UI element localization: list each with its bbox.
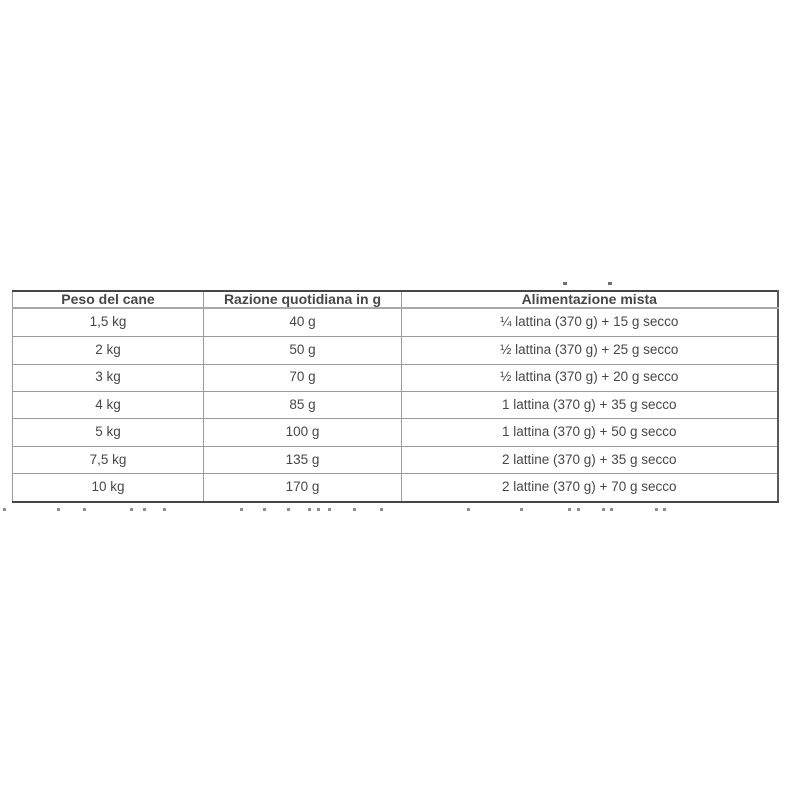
table-row <box>13 308 778 336</box>
clipped-text-fragment <box>83 508 86 511</box>
clipped-text-fragment <box>577 508 580 511</box>
cell-ration: 135 g <box>204 446 402 473</box>
clipped-text-fragment <box>163 508 166 511</box>
cell-ration: 50 g <box>204 337 402 364</box>
cell-mixed: ½ lattina (370 g) + 25 g secco <box>402 337 778 364</box>
clipped-text-fragment <box>263 508 266 511</box>
clipped-text-fragment <box>317 508 320 511</box>
cell-mixed: 2 lattine (370 g) + 35 g secco <box>402 446 778 473</box>
cell-weight: 2 kg <box>13 337 204 364</box>
table-row <box>13 364 778 391</box>
clipped-text-fragment <box>467 508 470 511</box>
table-row <box>13 391 778 418</box>
clipped-text-fragment <box>3 508 6 511</box>
column-header-daily-ration: Razione quotidiana in g <box>204 291 402 308</box>
clipped-text-fragment <box>602 508 605 511</box>
feeding-table <box>12 290 779 503</box>
cell-ration: 100 g <box>204 419 402 446</box>
clipped-text-fragment <box>663 508 666 511</box>
clipped-text-fragment <box>130 508 133 511</box>
table-row <box>13 419 778 446</box>
cell-ration: 85 g <box>204 391 402 418</box>
table-row <box>13 474 778 502</box>
clipped-text-fragment <box>610 508 613 511</box>
clipped-text-fragment <box>568 508 571 511</box>
clipped-text-fragment <box>240 508 243 511</box>
clipped-text-fragment <box>308 508 311 511</box>
cell-weight: 10 kg <box>13 474 204 502</box>
clipped-text-fragment <box>353 508 356 511</box>
cell-weight: 1,5 kg <box>13 308 204 336</box>
clipped-text-fragment <box>328 508 331 511</box>
clipped-text-fragment <box>380 508 383 511</box>
clipped-text-fragment <box>57 508 60 511</box>
cell-weight: 7,5 kg <box>13 446 204 473</box>
table-row <box>13 337 778 364</box>
table-header-row <box>13 291 778 308</box>
cell-mixed: 1 lattina (370 g) + 35 g secco <box>402 391 778 418</box>
cell-ration: 40 g <box>204 308 402 336</box>
column-header-mixed-feeding: Alimentazione mista <box>402 291 778 308</box>
clipped-text-fragment <box>287 508 290 511</box>
column-header-dog-weight: Peso del cane <box>13 291 204 308</box>
cell-weight: 3 kg <box>13 364 204 391</box>
clipped-text-fragment <box>563 282 567 285</box>
clipped-text-fragment <box>143 508 146 511</box>
cell-ration: 70 g <box>204 364 402 391</box>
cell-mixed: 1 lattina (370 g) + 50 g secco <box>402 419 778 446</box>
cell-mixed: ¼ lattina (370 g) + 15 g secco <box>402 308 778 336</box>
cell-mixed: 2 lattine (370 g) + 70 g secco <box>402 474 778 502</box>
cell-weight: 4 kg <box>13 391 204 418</box>
cell-ration: 170 g <box>204 474 402 502</box>
clipped-text-fragment <box>520 508 523 511</box>
cell-mixed: ½ lattina (370 g) + 20 g secco <box>402 364 778 391</box>
cell-weight: 5 kg <box>13 419 204 446</box>
clipped-text-fragment <box>655 508 658 511</box>
clipped-text-fragment <box>608 282 612 285</box>
table-row <box>13 446 778 473</box>
